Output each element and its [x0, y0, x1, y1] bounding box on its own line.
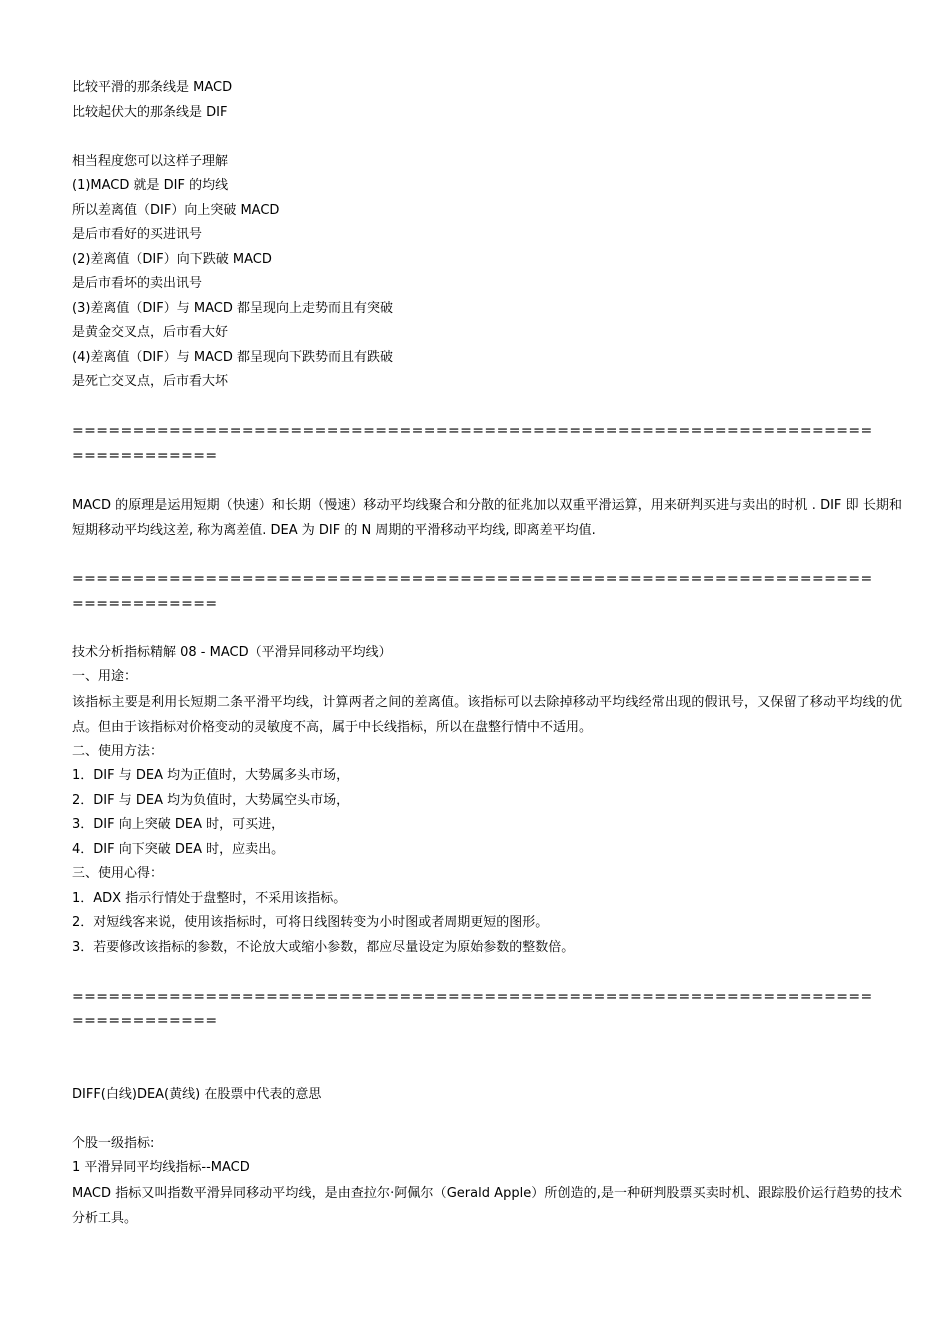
explain-line: (3)差离值（DIF）与 MACD 都呈现向上走势而且有突破	[72, 300, 393, 316]
spacer	[72, 1058, 902, 1083]
explain-line: (1)MACD 就是 DIF 的均线	[72, 178, 229, 193]
explain-line: (4)差离值（DIF）与 MACD 都呈现向下跌势而且有跌破	[72, 349, 393, 365]
explain-line: (2)差离值（DIF）向下跌破 MACD	[72, 251, 272, 267]
spacer	[72, 1107, 902, 1132]
diff-level: 个股一级指标:	[72, 1135, 155, 1151]
method-item: 4．DIF 向下突破 DEA 时，应卖出。	[72, 841, 285, 857]
method-heading: 二、使用方法：	[72, 743, 164, 759]
diff-description: MACD 指标又叫指数平滑异同移动平均线，是由查拉尔·阿佩尔（Gerald Apple）所创造的,是一种研判股票买卖时机、跟踪股价运行趋势的技术分析工具。	[72, 1185, 902, 1226]
spacer	[72, 960, 902, 985]
intro-line-dif: 比较起伏大的那条线是 DIF	[72, 104, 228, 120]
method-item: 2．DIF 与 DEA 均为负值时，大势属空头市场，	[72, 792, 350, 808]
spacer	[72, 395, 902, 420]
separator-line: ============	[72, 1013, 218, 1029]
separator-line: ============	[72, 595, 218, 612]
separator-line: ==================================================================	[72, 988, 873, 1005]
diff-item: 1 平滑异同平均线指标--MACD	[72, 1160, 250, 1175]
explain-line: 相当程度您可以这样子理解	[72, 153, 229, 169]
principle-paragraph: MACD 的原理是运用短期（快速）和长期（慢速）移动平均线聚合和分散的征兆加以双重平滑运算，用来研判买进与卖出的时机 . DIF 即 长期和短期移动平均线这差, 称为离差值. DEA 为 DIF 的 N 周期的平滑移动平均线, 即离差平均值.	[72, 497, 902, 538]
explain-line: 是死亡交叉点，后市看大坏	[72, 374, 229, 389]
purpose-heading: 一、用途：	[72, 669, 138, 684]
diff-title: DIFF(白线)DEA(黄线) 在股票中代表的意思	[72, 1086, 322, 1102]
method-item: 3．DIF 向上突破 DEA 时，可买进，	[72, 817, 285, 832]
purpose-paragraph: 该指标主要是利用长短期二条平滑平均线，计算两者之间的差离值。该指标可以去除掉移动平均线经常出现的假讯号，又保留了移动平均线的优点。但由于该指标对价格变动的灵敏度不高，属于中长线指标，所以在盘整行情中不适用。	[72, 694, 902, 735]
spacer	[72, 1034, 902, 1059]
spacer	[72, 125, 902, 150]
spacer	[72, 468, 902, 493]
explain-line: 所以差离值（DIF）向上突破 MACD	[72, 202, 280, 218]
explain-line: 是后市看坏的卖出讯号	[72, 276, 203, 291]
tip-item: 2．对短线客来说，使用该指标时，可将日线图转变为小时图或者周期更短的图形。	[72, 915, 549, 930]
spacer	[72, 616, 902, 641]
separator-line: ==================================================================	[72, 423, 873, 439]
tip-item: 1．ADX 指示行情处于盘整时，不采用该指标。	[72, 890, 347, 906]
tech-title: 技术分析指标精解 08 - MACD（平滑异同移动平均线）	[72, 644, 392, 660]
explain-line: 是后市看好的买进讯号	[72, 227, 203, 242]
tips-heading: 三、使用心得：	[72, 866, 164, 881]
separator-line: ============	[72, 447, 218, 464]
intro-line-macd: 比较平滑的那条线是 MACD	[72, 80, 233, 95]
tip-item: 3．若要修改该指标的参数，不论放大或缩小参数，都应尽量设定为原始参数的整数倍。	[72, 939, 575, 955]
method-item: 1．DIF 与 DEA 均为正值时，大势属多头市场，	[72, 768, 350, 783]
separator-line: ==================================================================	[72, 571, 873, 587]
spacer	[72, 543, 902, 568]
document-page	[72, 76, 902, 1231]
explain-line: 是黄金交叉点，后市看大好	[72, 325, 229, 340]
